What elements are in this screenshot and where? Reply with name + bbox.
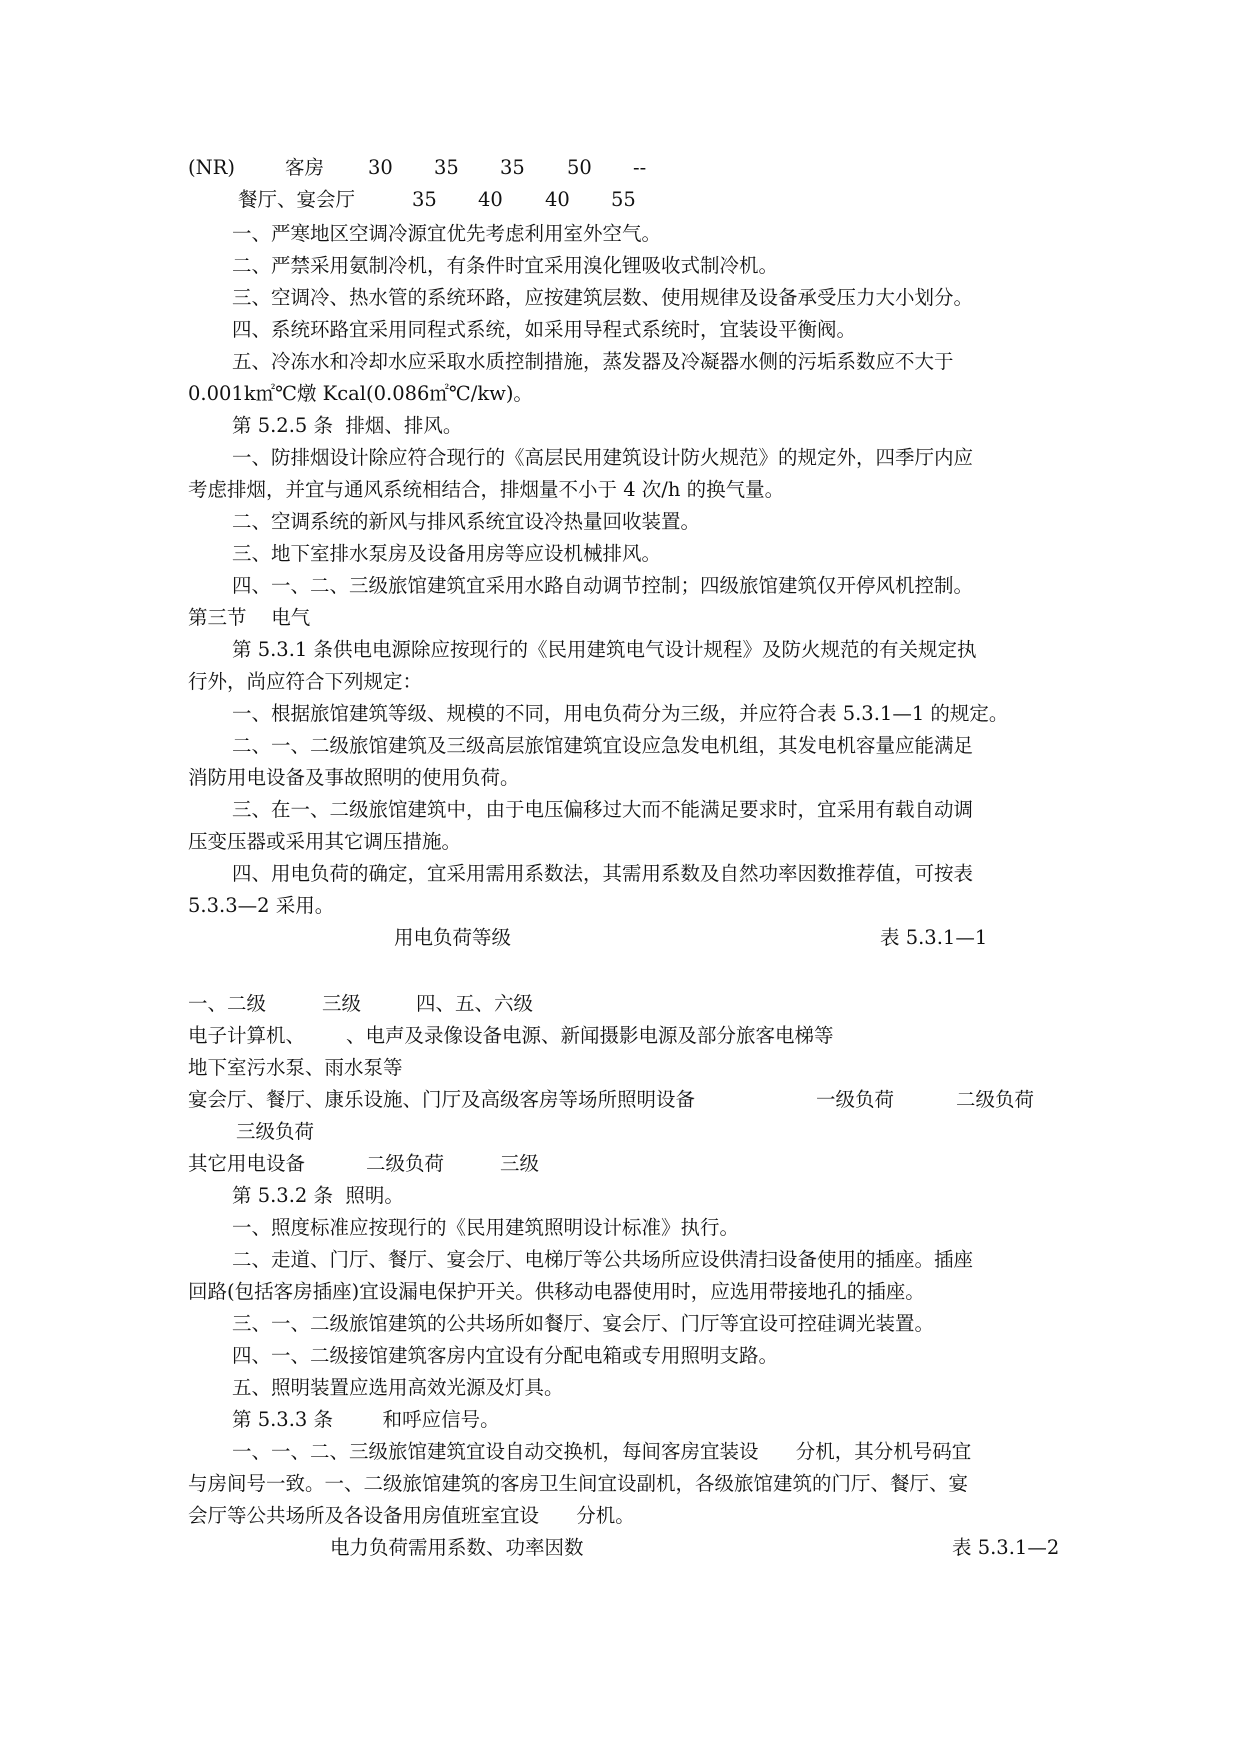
table-cell: 宴会厅、餐厅、康乐设施、门厅及高级客房等场所照明设备: [188, 1088, 696, 1111]
paragraph: 考虑排烟，并宜与通风系统相结合，排烟量不小于 4 次/h 的换气量。: [188, 478, 785, 501]
table-header-cell: 一、二级: [188, 992, 267, 1015]
noise-value: --: [633, 156, 647, 179]
table-caption: 用电负荷等级: [394, 926, 512, 949]
paragraph: 消防用电设备及事故照明的使用负荷。: [188, 766, 520, 789]
noise-label: (NR): [188, 156, 235, 179]
paragraph: 一、照度标准应按现行的《民用建筑照明设计标准》执行。: [232, 1216, 740, 1239]
clause-heading: 第 5.2.5 条 排烟、排风。: [232, 414, 463, 437]
table-header-cell: 四、五、六级: [416, 992, 534, 1015]
paragraph: 三、一、二级旅馆建筑的公共场所如餐厅、宴会厅、门厅等宜设可控硅调光装置。: [232, 1312, 935, 1335]
table-cell: 二级负荷: [956, 1088, 1035, 1111]
table-cell: 其它用电设备: [188, 1152, 306, 1175]
table-cell: 一级负荷: [816, 1088, 895, 1111]
paragraph: 四、系统环路宜采用同程式系统，如采用导程式系统时，宜装设平衡阀。: [232, 318, 857, 341]
paragraph: 压变压器或采用其它调压措施。: [188, 830, 462, 853]
paragraph: 会厅等公共场所及各设备用房值班室宜设 分机。: [188, 1504, 635, 1527]
paragraph: 5.3.3—2 采用。: [188, 894, 335, 917]
paragraph: 一、防排烟设计除应符合现行的《高层民用建筑设计防火规范》的规定外，四季厅内应: [232, 446, 974, 469]
noise-value: 35: [434, 156, 459, 179]
paragraph: 三、地下室排水泵房及设备用房等应设机械排风。: [232, 542, 662, 565]
paragraph: 三、在一、二级旅馆建筑中，由于电压偏移过大而不能满足要求时，宜采用有载自动调: [232, 798, 974, 821]
paragraph: 回路(包括客房插座)宜设漏电保护开关。供移动电器使用时，应选用带接地孔的插座。: [188, 1280, 925, 1303]
dining-value: 55: [611, 188, 636, 211]
dining-value: 35: [412, 188, 437, 211]
noise-value: 30: [368, 156, 393, 179]
table-cell: 地下室污水泵、雨水泵等: [188, 1056, 403, 1079]
table-cell: 三级负荷: [236, 1120, 315, 1143]
paragraph: 二、走道、门厅、餐厅、宴会厅、电梯厅等公共场所应设供清扫设备使用的插座。插座: [232, 1248, 974, 1271]
clause-heading: 第 5.3.3 条 和呼应信号。: [232, 1408, 500, 1431]
noise-room: 客房: [285, 156, 325, 179]
table-header-cell: 三级: [322, 992, 362, 1015]
table-cell: 电子计算机、: [188, 1024, 306, 1047]
paragraph: 五、照明装置应选用高效光源及灯具。: [232, 1376, 564, 1399]
clause-heading: 第 5.3.1 条供电电源除应按现行的《民用建筑电气设计规程》及防火规范的有关规定执: [232, 638, 977, 661]
paragraph: 五、冷冻水和冷却水应采取水质控制措施，蒸发器及冷凝器水侧的污垢系数应不大于: [232, 350, 954, 373]
table-number: 表 5.3.1—1: [880, 926, 988, 949]
table-cell: 、电声及录像设备电源、新闻摄影电源及部分旅客电梯等: [346, 1024, 834, 1047]
paragraph: 二、一、二级旅馆建筑及三级高层旅馆建筑宜设应急发电机组，其发电机容量应能满足: [232, 734, 974, 757]
noise-value: 35: [500, 156, 525, 179]
paragraph: 二、空调系统的新风与排风系统宜设冷热量回收装置。: [232, 510, 701, 533]
dining-value: 40: [478, 188, 503, 211]
dining-room: 餐厅、宴会厅: [238, 188, 356, 211]
paragraph: 二、严禁采用氨制冷机，有条件时宜采用溴化锂吸收式制冷机。: [232, 254, 779, 277]
table-cell: 三级: [500, 1152, 540, 1175]
paragraph: 一、根据旅馆建筑等级、规模的不同，用电负荷分为三级，并应符合表 5.3.1—1 的规定。: [232, 702, 1009, 725]
paragraph: 四、用电负荷的确定，宜采用需用系数法，其需用系数及自然功率因数推荐值，可按表: [232, 862, 974, 885]
paragraph: 0.001k㎡℃燉 Kcal(0.086㎡℃/kw)。: [188, 382, 533, 405]
paragraph: 与房间号一致。一、二级旅馆建筑的客房卫生间宜设副机，各级旅馆建筑的门厅、餐厅、宴: [188, 1472, 969, 1495]
table-cell: 二级负荷: [366, 1152, 445, 1175]
paragraph: 三、空调冷、热水管的系统环路，应按建筑层数、使用规律及设备承受压力大小划分。: [232, 286, 974, 309]
clause-heading: 第 5.3.2 条 照明。: [232, 1184, 404, 1207]
dining-value: 40: [545, 188, 570, 211]
paragraph: 一、一、二、三级旅馆建筑宜设自动交换机，每间客房宜装设 分机，其分机号码宜: [232, 1440, 972, 1463]
table-caption: 电力负荷需用系数、功率因数: [330, 1536, 584, 1559]
paragraph: 行外，尚应符合下列规定：: [188, 670, 423, 693]
noise-value: 50: [567, 156, 592, 179]
paragraph: 四、一、二级接馆建筑客房内宜设有分配电箱或专用照明支路。: [232, 1344, 779, 1367]
section-heading: 第三节 电气: [188, 606, 311, 629]
paragraph: 四、一、二、三级旅馆建筑宜采用水路自动调节控制；四级旅馆建筑仅开停风机控制。: [232, 574, 974, 597]
table-number: 表 5.3.1—2: [952, 1536, 1060, 1559]
paragraph: 一、严寒地区空调冷源宜优先考虑利用室外空气。: [232, 222, 662, 245]
